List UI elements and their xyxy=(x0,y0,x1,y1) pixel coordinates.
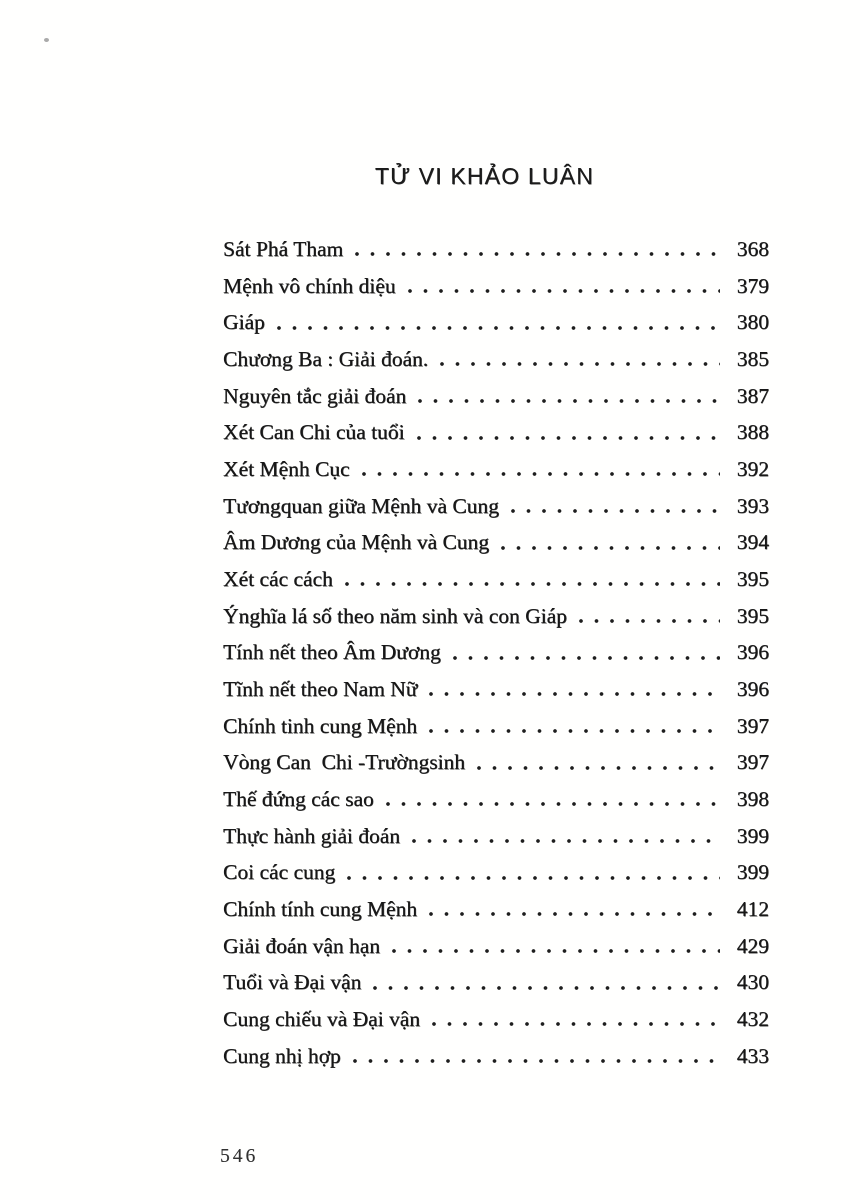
toc-entry-row xyxy=(223,561,769,598)
dot-leader xyxy=(428,341,729,378)
dot-leader xyxy=(361,964,729,1001)
toc-entry-title: Coi các cung xyxy=(223,860,336,885)
toc-entry-row xyxy=(223,1001,769,1038)
toc-entry-page-number: 380 xyxy=(736,310,769,335)
dot-leader xyxy=(499,488,729,525)
toc-entry-row xyxy=(223,744,769,781)
toc-entry-page-number: 432 xyxy=(736,1007,769,1032)
toc-entry-page-number: 399 xyxy=(736,860,769,885)
scan-speck-artifact xyxy=(44,38,49,42)
toc-entry-page-number: 392 xyxy=(736,457,769,482)
toc-entry-title: Xét Mệnh Cục xyxy=(223,457,350,482)
toc-entry-page-number: 387 xyxy=(736,383,769,408)
toc-entry-page-number: 393 xyxy=(736,493,769,518)
dot-leader xyxy=(265,304,729,341)
toc-entry-title: Ýnghĩa lá số theo năm sinh và con Giáp xyxy=(223,603,567,628)
dot-leader xyxy=(417,671,729,708)
toc-entry-page-number: 396 xyxy=(736,640,769,665)
toc-entry-row xyxy=(223,964,769,1001)
dot-leader xyxy=(335,854,729,891)
dot-leader xyxy=(396,268,729,305)
toc-entry-title: Cung chiếu và Đại vận xyxy=(223,1007,421,1032)
toc-entry-title: Cung nhị hợp xyxy=(223,1043,341,1068)
toc-entry-page-number: 430 xyxy=(736,970,769,995)
toc-entry-title: Tĩnh nết theo Nam Nữ xyxy=(223,677,418,702)
toc-entry-row xyxy=(223,891,769,928)
toc-entry-page-number: 395 xyxy=(736,603,769,628)
toc-entry-title: Tuổi và Đại vận xyxy=(223,970,362,995)
toc-entry-title: Giáp xyxy=(223,310,265,335)
toc-entry-page-number: 388 xyxy=(736,420,769,445)
toc-entry-title: Chương Ba : Giải đoán. xyxy=(223,347,429,372)
toc-entry-title: Chính tinh cung Mệnh xyxy=(223,713,418,738)
page-folio-number: 546 xyxy=(220,1146,259,1167)
dot-leader xyxy=(343,231,729,268)
dot-leader xyxy=(420,1001,729,1038)
toc-entry-page-number: 379 xyxy=(736,273,769,298)
toc-entry-page-number: 395 xyxy=(736,567,769,592)
toc-entry-row xyxy=(223,414,769,451)
dot-leader xyxy=(567,598,729,635)
dot-leader xyxy=(405,414,729,451)
toc-entry-row xyxy=(223,451,769,488)
toc-entry-row xyxy=(223,598,769,635)
dot-leader xyxy=(417,708,729,745)
toc-entry-row xyxy=(223,708,769,745)
dot-leader xyxy=(333,561,729,598)
dot-leader xyxy=(380,928,729,965)
dot-leader xyxy=(341,1038,729,1075)
toc-entry-row xyxy=(223,304,769,341)
toc-entry-title: Xét các cách xyxy=(223,567,333,592)
toc-entry-row xyxy=(223,818,769,855)
dot-leader xyxy=(489,524,729,561)
toc-entry-row xyxy=(223,781,769,818)
toc-entry-title: Giải đoán vận hạn xyxy=(223,933,381,958)
toc-entry-row xyxy=(223,634,769,671)
dot-leader xyxy=(417,891,729,928)
toc-entry-title: Tính nết theo Âm Dương xyxy=(223,640,441,665)
dot-leader xyxy=(374,781,729,818)
toc-entry-page-number: 394 xyxy=(736,530,769,555)
toc-entry-title: Chính tính cung Mệnh xyxy=(223,897,418,922)
toc-entry-title: Sát Phá Tham xyxy=(223,237,344,261)
toc-entry-title: Tươngquan giữa Mệnh và Cung xyxy=(223,493,499,518)
toc-entry-row xyxy=(223,341,769,378)
toc-entry-page-number: 399 xyxy=(736,823,769,848)
toc-entry-page-number: 433 xyxy=(736,1043,769,1068)
toc-entry-page-number: 396 xyxy=(736,677,769,702)
toc-entry-page-number: 368 xyxy=(736,237,769,261)
toc-entry-row xyxy=(223,524,769,561)
toc-entry-title: Xét Can Chi của tuổi xyxy=(223,420,405,445)
dot-leader xyxy=(350,451,729,488)
page-title: TỬ VI KHẢO LUÂN xyxy=(374,163,595,189)
toc-entry-page-number: 397 xyxy=(736,750,769,775)
toc-entry-title: Nguyên tắc giải đoán xyxy=(223,383,407,408)
toc-entry-row xyxy=(223,1038,769,1075)
toc-entry-title: Thực hành giải đoán xyxy=(223,823,401,848)
toc-entry-row xyxy=(223,268,769,305)
toc-entry-page-number: 429 xyxy=(736,933,769,958)
toc-entry-title: Âm Dương của Mệnh và Cung xyxy=(223,530,490,555)
table-of-contents xyxy=(223,231,769,1074)
toc-entry-page-number: 412 xyxy=(736,897,769,922)
toc-entry-title: Thế đứng các sao xyxy=(223,787,374,812)
toc-entry-row xyxy=(223,671,769,708)
dot-leader xyxy=(400,818,729,855)
toc-entry-row xyxy=(223,488,769,525)
dot-leader xyxy=(406,378,729,415)
toc-entry-page-number: 385 xyxy=(736,347,769,372)
toc-entry-page-number: 398 xyxy=(736,787,769,812)
toc-entry-page-number: 397 xyxy=(736,713,769,738)
toc-entry-row xyxy=(223,378,769,415)
toc-entry-title: Mệnh vô chính diệu xyxy=(223,273,396,298)
dot-leader xyxy=(465,744,729,781)
toc-entry-title: Vòng Can Chi -Trườngsinh xyxy=(223,750,466,775)
toc-entry-row xyxy=(223,928,769,965)
toc-entry-row xyxy=(223,231,769,268)
toc-entry-row xyxy=(223,854,769,891)
dot-leader xyxy=(441,634,729,671)
